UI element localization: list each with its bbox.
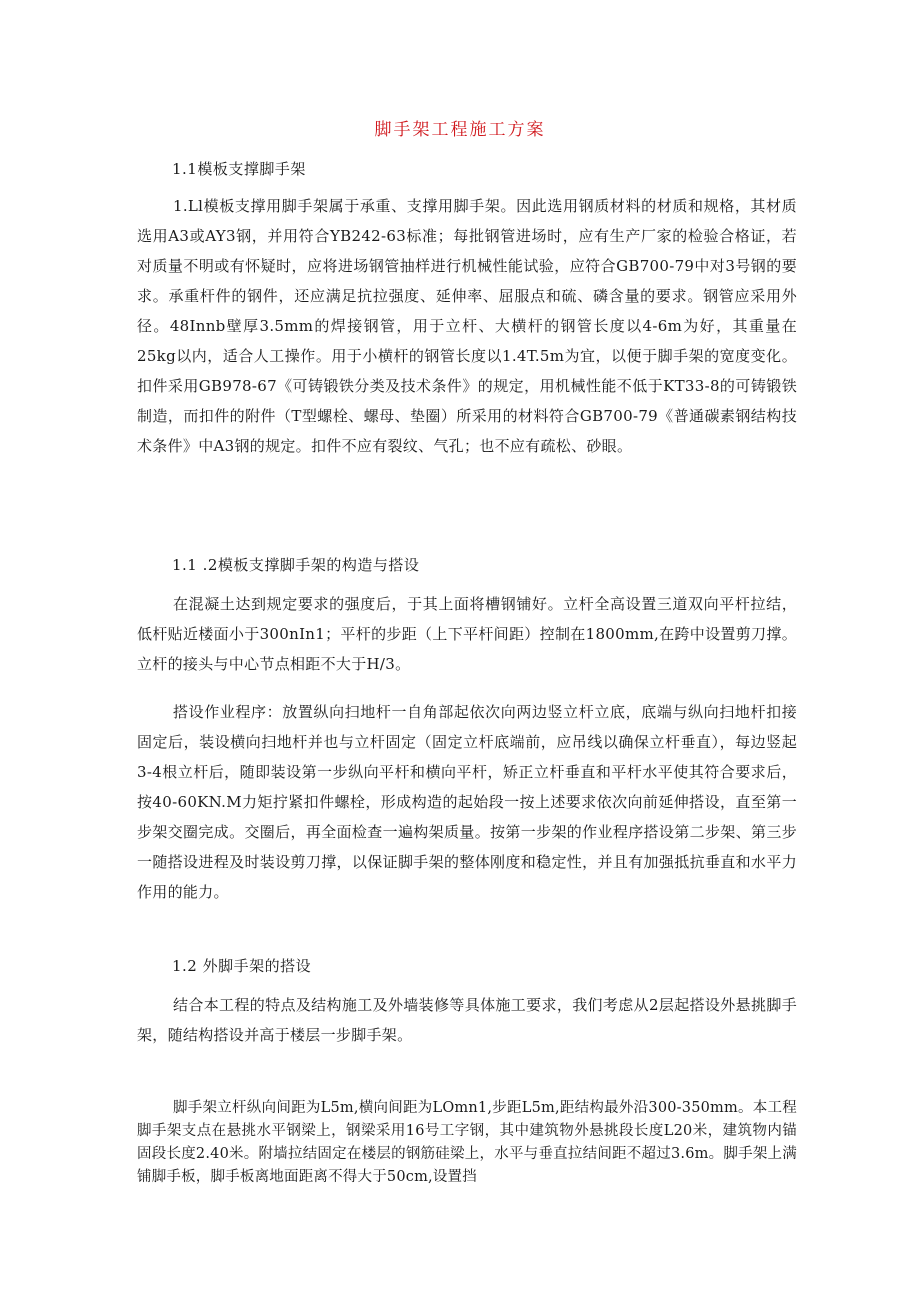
paragraph-construction: 在混凝土达到规定要求的强度后，于其上面将槽钢铺好。立杆全高设置三道双向平杆拉结，低杆贴近楼面小于300nIn1；平杆的步距（上下平杆间距）控制在1800mm,在跨中设置剪刀撑。立杆的接头与中心节点相距不大于H/3。 [137, 595, 797, 673]
document-title: 脚手架工程施工方案 [374, 120, 546, 140]
section-heading-1-2: 1.2 外脚手架的搭设 [172, 957, 312, 975]
paragraph-external-scaffold: 结合本工程的特点及结构施工及外墙装修等具体施工要求，我们考虑从2层起搭设外悬挑脚手架，随结构搭设并高于楼层一步脚手架。 [137, 996, 797, 1044]
section-heading-1-1: 1.1模板支撑脚手架 [172, 160, 306, 178]
section-heading-1-1-2: 1.1 .2模板支撑脚手架的构造与搭设 [172, 556, 420, 574]
paragraph-scaffold-spacing: 脚手架立杆纵向间距为L5m,横向间距为LOmn1,步距L5m,距结构最外沿300-350mm。本工程脚手架支点在悬挑水平钢梁上，钢梁采用16号工字钢，其中建筑物外悬挑段长度L20米，建筑物内锚固段长度2.40米。附墙拉结固定在楼层的钢筋硅梁上，水平与垂直拉结间距不超过3.6m。脚手架上满铺脚手板，脚手板离地面距离不得大于50cm,设置挡 [137, 1100, 797, 1185]
paragraph-procedure: 搭设作业程序：放置纵向扫地杆一自角部起依次向两边竖立杆立底，底端与纵向扫地杆扣接固定后，装设横向扫地杆并也与立杆固定（固定立杆底端前，应吊线以确保立杆垂直），每边竖起3-4根立杆后，随即装设第一步纵向平杆和横向平杆，矫正立杆垂直和平杆水平使其符合要求后，按40-60KN.M力矩拧紧扣件螺栓，形成构造的起始段一按上述要求依次向前延伸搭设，直至第一步架交圈完成。交圈后，再全面检查一遍构架质量。按第一步架的作业程序搭设第二步架、第三步一随搭设进程及时装设剪刀撑，以保证脚手架的整体刚度和稳定性，并且有加强抵抗垂直和水平力作用的能力。 [137, 703, 797, 901]
paragraph-materials: 1.Ll模板支撑用脚手架属于承重、支撑用脚手架。因此选用钢质材料的材质和规格，其材质选用A3或AY3钢，并用符合YB242-63标准；每批钢管进场时，应有生产厂家的检验合格证，若对质量不明或有怀疑时，应将进场钢管抽样进行机械性能试验，应符合GB700-79中对3号钢的要求。承重杆件的钢件，还应满足抗拉强度、延伸率、屈服点和硫、磷含量的要求。钢管应采用外径。48Innb壁厚3.5mm的焊接钢管，用于立杆、大横杆的钢管长度以4-6m为好，其重量在25kg以内，适合人工操作。用于小横杆的钢管长度以1.4T.5m为宜，以便于脚手架的宽度变化。扣件采用GB978-67《可铸锻铁分类及技术条件》的规定，用机械性能不低于KT33-8的可铸锻铁制造，而扣件的附件（T型螺栓、螺母、垫圈）所采用的材料符合GB700-79《普通碳素钢结构技术条件》中A3钢的规定。扣件不应有裂纹、气孔；也不应有疏松、砂眼。 [137, 197, 797, 455]
